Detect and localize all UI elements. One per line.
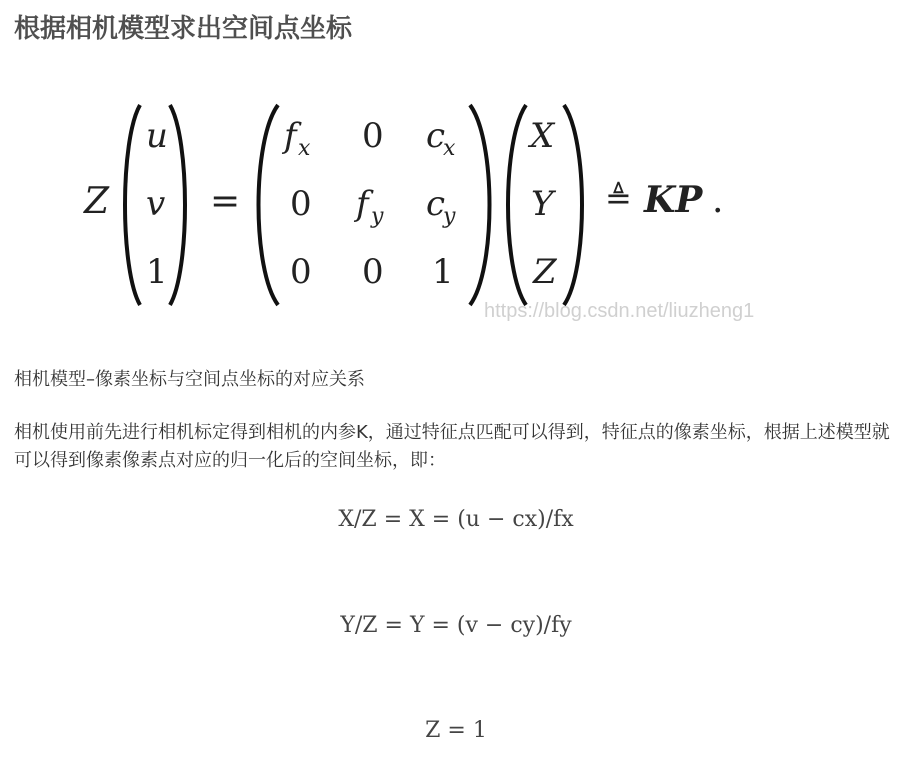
matrix-c-x: c <box>426 116 446 156</box>
rhs-kp: KP <box>644 179 703 221</box>
point-right-paren <box>564 105 582 305</box>
pixel-u: u <box>146 116 168 156</box>
matrix-one: 1 <box>432 252 454 292</box>
period: . <box>712 180 724 221</box>
matrix-f-y: f <box>356 184 369 224</box>
left-paren <box>125 105 140 305</box>
matrix-zero: 0 <box>290 252 312 292</box>
body-paragraph: 相机使用前先进行相机标定得到相机的内参K，通过特征点匹配可以得到，特征点的像素坐标，根据上述模型就可以得到像素像素点对应的归一化后的空间坐标，即： <box>14 422 890 471</box>
matrix-right-paren <box>470 105 490 305</box>
matrix-zero: 0 <box>362 252 384 292</box>
matrix-sub-x: x <box>298 136 311 161</box>
figure-caption: 相机模型–像素坐标与空间点坐标的对应关系 <box>14 369 365 390</box>
point-x: X <box>530 116 555 156</box>
matrix-sub-cx: x <box>443 136 456 161</box>
matrix-left-paren <box>259 105 279 305</box>
matrix-zero: 0 <box>362 116 384 156</box>
formula-y: Y/Z = Y = (v − cy)/fy <box>340 613 572 638</box>
equals-sign: = <box>210 181 241 222</box>
watermark: https://blog.csdn.net/liuzheng1 <box>484 300 755 322</box>
matrix-zero: 0 <box>290 184 312 224</box>
matrix-sub-cy: y <box>443 204 456 229</box>
point-left-paren <box>508 105 526 305</box>
point-y: Y <box>531 184 554 224</box>
lhs-scale: Z <box>84 181 110 222</box>
point-z: Z <box>533 252 557 292</box>
formula-z: Z = 1 <box>425 718 487 743</box>
right-paren <box>170 105 185 305</box>
matrix-sub-y: y <box>371 204 384 229</box>
page-title: 根据相机模型求出空间点坐标 <box>14 14 353 44</box>
formula-x: X/Z = X = (u − cx)/fx <box>338 507 574 532</box>
pixel-v: v <box>146 184 166 224</box>
definition-symbol: ≜ <box>605 179 632 217</box>
camera-model-equation <box>78 95 758 325</box>
matrix-c-y: c <box>426 184 446 224</box>
pixel-one: 1 <box>146 252 168 292</box>
matrix-f-x: f <box>284 116 297 156</box>
